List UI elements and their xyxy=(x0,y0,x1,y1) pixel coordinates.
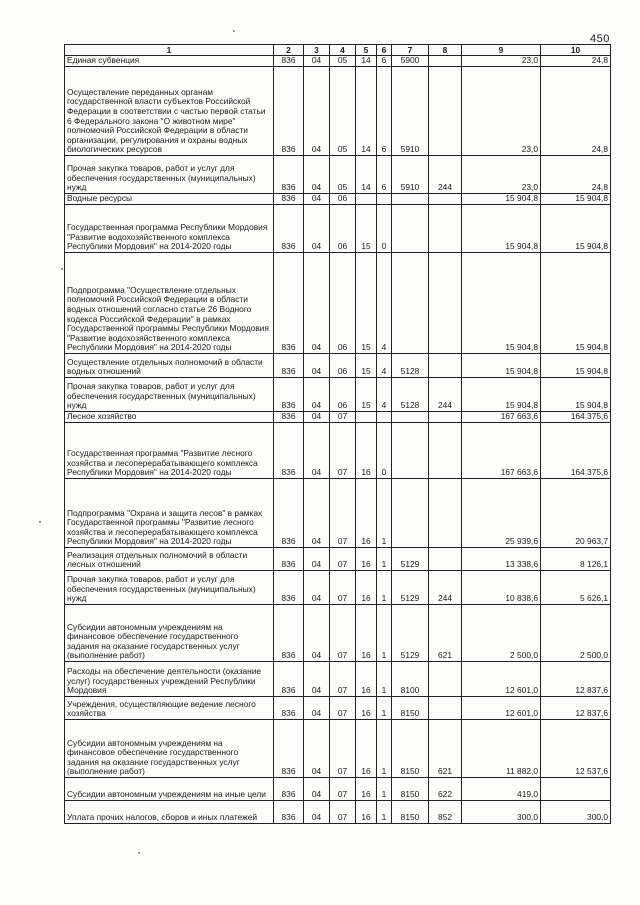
code-cell xyxy=(429,253,462,354)
code-cell: 1 xyxy=(377,778,392,801)
code-cell: 836 xyxy=(274,479,304,548)
amount-cell: 15 904,8 xyxy=(462,253,541,354)
table-row xyxy=(65,801,611,824)
row-name-cell: Субсидии автономным учреждениям на иные цели xyxy=(65,778,274,801)
code-cell: 1 xyxy=(377,662,392,697)
code-cell: 1 xyxy=(377,479,392,548)
column-header: 2 xyxy=(274,45,304,56)
code-cell: 836 xyxy=(274,354,304,378)
code-cell xyxy=(429,662,462,697)
code-cell: 16 xyxy=(356,778,377,801)
code-cell: 1 xyxy=(377,697,392,720)
code-cell xyxy=(392,479,429,548)
code-cell: 04 xyxy=(304,156,330,194)
table-row xyxy=(65,662,611,697)
code-cell: 8150 xyxy=(392,720,429,778)
code-cell: 05 xyxy=(330,67,356,156)
row-name-cell: Водные ресурсы xyxy=(65,194,274,205)
amount-cell: 419,0 xyxy=(462,778,541,801)
column-header: 4 xyxy=(330,45,356,56)
code-cell xyxy=(429,354,462,378)
amount-cell: 2 500,0 xyxy=(541,605,611,662)
code-cell: 621 xyxy=(429,720,462,778)
code-cell: 16 xyxy=(356,720,377,778)
column-header: 8 xyxy=(429,45,462,56)
code-cell: 06 xyxy=(330,194,356,205)
row-name-cell: Лесное хозяйство xyxy=(65,412,274,423)
code-cell: 1 xyxy=(377,720,392,778)
column-header: 6 xyxy=(377,45,392,56)
code-cell: 07 xyxy=(330,778,356,801)
code-cell xyxy=(429,194,462,205)
code-cell: 836 xyxy=(274,801,304,824)
code-cell: 836 xyxy=(274,253,304,354)
code-cell: 05 xyxy=(330,56,356,67)
amount-cell: 300,0 xyxy=(462,801,541,824)
code-cell: 06 xyxy=(330,253,356,354)
code-cell: 07 xyxy=(330,423,356,479)
code-cell xyxy=(429,479,462,548)
code-cell: 836 xyxy=(274,156,304,194)
code-cell: 836 xyxy=(274,571,304,605)
table-row xyxy=(65,194,611,205)
column-header: 9 xyxy=(462,45,541,56)
row-name-cell: Расходы на обеспечение деятельности (оказание услуг) государственных учреждений Республики Мордовия xyxy=(65,662,274,697)
table-row xyxy=(65,253,611,354)
code-cell: 836 xyxy=(274,548,304,571)
code-cell: 14 xyxy=(356,67,377,156)
code-cell: 621 xyxy=(429,605,462,662)
amount-cell: 15 904,8 xyxy=(541,378,611,412)
code-cell: 5129 xyxy=(392,605,429,662)
amount-cell: 15 904,8 xyxy=(541,354,611,378)
code-cell: 836 xyxy=(274,205,304,253)
code-cell: 5129 xyxy=(392,571,429,605)
code-cell: 15 xyxy=(356,205,377,253)
code-cell: 244 xyxy=(429,571,462,605)
code-cell xyxy=(392,194,429,205)
table-row xyxy=(65,605,611,662)
table-row xyxy=(65,205,611,253)
row-name-cell: Прочая закупка товаров, работ и услуг для обеспечения государственных (муниципальных) нужд xyxy=(65,156,274,194)
code-cell: 1 xyxy=(377,605,392,662)
code-cell: 836 xyxy=(274,778,304,801)
code-cell: 07 xyxy=(330,412,356,423)
amount-cell: 23,0 xyxy=(462,67,541,156)
row-name-cell: Уплата прочих налогов, сборов и иных платежей xyxy=(65,801,274,824)
code-cell xyxy=(356,412,377,423)
code-cell: 0 xyxy=(377,205,392,253)
amount-cell: 11 882,0 xyxy=(462,720,541,778)
code-cell: 04 xyxy=(304,354,330,378)
code-cell: 04 xyxy=(304,801,330,824)
code-cell xyxy=(356,194,377,205)
amount-cell: 300,0 xyxy=(541,801,611,824)
amount-cell: 12 837,6 xyxy=(541,697,611,720)
code-cell: 04 xyxy=(304,378,330,412)
code-cell: 14 xyxy=(356,156,377,194)
code-cell: 836 xyxy=(274,720,304,778)
code-cell: 6 xyxy=(377,67,392,156)
code-cell xyxy=(429,56,462,67)
code-cell: 04 xyxy=(304,778,330,801)
code-cell: 06 xyxy=(330,354,356,378)
code-cell: 05 xyxy=(330,156,356,194)
row-name-cell: Подпрограмма "Осуществление отдельных полномочий Российской Федерации в области водных отношений согласно статье 26 Водного кодекса Российской Федерации" в рамках Государственной программы Республики Мордовия "Развитие водохозяйственного комплекса Республики Мордовия" на 2014-2020 годы xyxy=(65,253,274,354)
code-cell: 04 xyxy=(304,720,330,778)
code-cell: 4 xyxy=(377,378,392,412)
code-cell: 14 xyxy=(356,56,377,67)
table-row xyxy=(65,697,611,720)
code-cell xyxy=(429,67,462,156)
code-cell: 836 xyxy=(274,67,304,156)
code-cell: 0 xyxy=(377,423,392,479)
code-cell: 15 xyxy=(356,378,377,412)
code-cell xyxy=(429,205,462,253)
code-cell: 16 xyxy=(356,423,377,479)
amount-cell: 15 904,8 xyxy=(541,194,611,205)
amount-cell: 15 904,8 xyxy=(462,354,541,378)
code-cell: 04 xyxy=(304,205,330,253)
code-cell: 5910 xyxy=(392,156,429,194)
code-cell: 04 xyxy=(304,67,330,156)
code-cell: 16 xyxy=(356,571,377,605)
code-cell xyxy=(392,205,429,253)
code-cell: 836 xyxy=(274,412,304,423)
amount-cell: 12 837,6 xyxy=(541,662,611,697)
code-cell: 6 xyxy=(377,156,392,194)
code-cell xyxy=(377,412,392,423)
row-name-cell: Осуществление отдельных полномочий в области водных отношений xyxy=(65,354,274,378)
code-cell: 04 xyxy=(304,56,330,67)
amount-cell: 8 126,1 xyxy=(541,548,611,571)
table-row xyxy=(65,56,611,67)
column-header: 5 xyxy=(356,45,377,56)
code-cell: 04 xyxy=(304,548,330,571)
code-cell: 622 xyxy=(429,778,462,801)
code-cell: 1 xyxy=(377,571,392,605)
table-row xyxy=(65,423,611,479)
code-cell xyxy=(429,548,462,571)
amount-cell: 15 904,8 xyxy=(462,205,541,253)
code-cell: 04 xyxy=(304,412,330,423)
amount-cell: 167 663,6 xyxy=(462,423,541,479)
amount-cell: 23,0 xyxy=(462,56,541,67)
code-cell: 852 xyxy=(429,801,462,824)
code-cell: 836 xyxy=(274,423,304,479)
scan-speck xyxy=(233,30,235,32)
code-cell: 07 xyxy=(330,720,356,778)
table-row xyxy=(65,571,611,605)
amount-cell: 12 601,0 xyxy=(462,662,541,697)
code-cell: 07 xyxy=(330,605,356,662)
code-cell: 4 xyxy=(377,354,392,378)
code-cell: 04 xyxy=(304,194,330,205)
code-cell: 07 xyxy=(330,697,356,720)
code-cell xyxy=(392,412,429,423)
code-cell: 836 xyxy=(274,697,304,720)
code-cell: 07 xyxy=(330,548,356,571)
table-header-row xyxy=(65,45,611,56)
code-cell xyxy=(392,253,429,354)
code-cell: 836 xyxy=(274,662,304,697)
amount-cell: 15 904,8 xyxy=(541,205,611,253)
amount-cell: 15 904,8 xyxy=(462,378,541,412)
code-cell: 04 xyxy=(304,662,330,697)
code-cell: 07 xyxy=(330,801,356,824)
amount-cell: 164 375,6 xyxy=(541,423,611,479)
table-row xyxy=(65,778,611,801)
code-cell: 1 xyxy=(377,801,392,824)
amount-cell: 12 601,0 xyxy=(462,697,541,720)
scan-speck xyxy=(61,268,63,270)
code-cell: 836 xyxy=(274,56,304,67)
code-cell: 8150 xyxy=(392,778,429,801)
code-cell: 5129 xyxy=(392,548,429,571)
code-cell: 836 xyxy=(274,605,304,662)
row-name-cell: Прочая закупка товаров, работ и услуг для обеспечения государственных (муниципальных) нужд xyxy=(65,571,274,605)
amount-cell: 23,0 xyxy=(462,156,541,194)
amount-cell: 5 626,1 xyxy=(541,571,611,605)
row-name-cell: Единая субвенция xyxy=(65,56,274,67)
table-row xyxy=(65,548,611,571)
code-cell: 8150 xyxy=(392,801,429,824)
code-cell: 04 xyxy=(304,605,330,662)
code-cell: 16 xyxy=(356,697,377,720)
amount-cell: 10 838,6 xyxy=(462,571,541,605)
code-cell: 16 xyxy=(356,662,377,697)
code-cell: 07 xyxy=(330,662,356,697)
code-cell: 15 xyxy=(356,253,377,354)
code-cell: 06 xyxy=(330,378,356,412)
scan-speck xyxy=(39,521,41,523)
amount-cell: 12 537,6 xyxy=(541,720,611,778)
code-cell: 5128 xyxy=(392,378,429,412)
code-cell: 5900 xyxy=(392,56,429,67)
amount-cell: 2 500,0 xyxy=(462,605,541,662)
code-cell: 07 xyxy=(330,571,356,605)
table-row xyxy=(65,67,611,156)
code-cell: 06 xyxy=(330,205,356,253)
amount-cell: 15 904,8 xyxy=(541,253,611,354)
table-row xyxy=(65,354,611,378)
row-name-cell: Осуществление переданных органам государственной власти субъектов Российской Федерации в соответствии с частью первой статьи 6 Федерального закона "О животном мире" полномочий Российской Федерации в области организации, регулирования и охраны водных биологических ресурсов xyxy=(65,67,274,156)
column-header: 10 xyxy=(541,45,611,56)
table-row xyxy=(65,479,611,548)
row-name-cell: Государственная программа "Развитие лесного хозяйства и лесоперерабатывающего комплекса Республики Мордовия" на 2014-2020 годы xyxy=(65,423,274,479)
row-name-cell: Прочая закупка товаров, работ и услуг для обеспечения государственных (муниципальных) нужд xyxy=(65,378,274,412)
code-cell: 8100 xyxy=(392,662,429,697)
amount-cell: 24,8 xyxy=(541,67,611,156)
amount-cell: 24,8 xyxy=(541,156,611,194)
code-cell: 15 xyxy=(356,354,377,378)
code-cell xyxy=(377,194,392,205)
page-number: 450 xyxy=(590,33,610,45)
code-cell: 244 xyxy=(429,378,462,412)
table-row xyxy=(65,720,611,778)
column-header: 3 xyxy=(304,45,330,56)
code-cell: 04 xyxy=(304,423,330,479)
amount-cell: 164 375,6 xyxy=(541,412,611,423)
amount-cell: 13 338,6 xyxy=(462,548,541,571)
code-cell xyxy=(429,697,462,720)
code-cell: 07 xyxy=(330,479,356,548)
column-header: 1 xyxy=(65,45,274,56)
code-cell xyxy=(429,423,462,479)
code-cell: 244 xyxy=(429,156,462,194)
code-cell xyxy=(392,423,429,479)
code-cell: 04 xyxy=(304,253,330,354)
table-row xyxy=(65,378,611,412)
code-cell: 04 xyxy=(304,479,330,548)
row-name-cell: Субсидии автономным учреждениям на финансовое обеспечение государственного задания на оказание государственных услуг (выполнение работ) xyxy=(65,605,274,662)
code-cell: 16 xyxy=(356,548,377,571)
code-cell: 8150 xyxy=(392,697,429,720)
code-cell xyxy=(429,412,462,423)
table-row xyxy=(65,156,611,194)
code-cell: 16 xyxy=(356,801,377,824)
column-header: 7 xyxy=(392,45,429,56)
code-cell: 5910 xyxy=(392,67,429,156)
amount-cell: 15 904,8 xyxy=(462,194,541,205)
amount-cell xyxy=(541,778,611,801)
code-cell: 04 xyxy=(304,571,330,605)
code-cell: 5128 xyxy=(392,354,429,378)
scan-speck xyxy=(138,852,140,854)
amount-cell: 20 963,7 xyxy=(541,479,611,548)
row-name-cell: Реализация отдельных полномочий в области лесных отношений xyxy=(65,548,274,571)
table-row xyxy=(65,412,611,423)
row-name-cell: Учреждения, осуществляющие ведение лесного хозяйства xyxy=(65,697,274,720)
amount-cell: 24,8 xyxy=(541,56,611,67)
row-name-cell: Государственная программа Республики Мордовия "Развитие водохозяйственного комплекса Республики Мордовия" на 2014-2020 годы xyxy=(65,205,274,253)
code-cell: 836 xyxy=(274,194,304,205)
code-cell: 836 xyxy=(274,378,304,412)
code-cell: 16 xyxy=(356,605,377,662)
code-cell: 1 xyxy=(377,548,392,571)
row-name-cell: Субсидии автономным учреждениям на финансовое обеспечение государственного задания на оказание государственных услуг (выполнение работ) xyxy=(65,720,274,778)
code-cell: 4 xyxy=(377,253,392,354)
code-cell: 16 xyxy=(356,479,377,548)
amount-cell: 167 663,6 xyxy=(462,412,541,423)
code-cell: 04 xyxy=(304,697,330,720)
amount-cell: 25 939,6 xyxy=(462,479,541,548)
row-name-cell: Подпрограмма "Охрана и защита лесов" в рамках Государственной программы "Развитие лесного хозяйства и лесоперерабатывающего комплекса Республики Мордовия" на 2014-2020 годы xyxy=(65,479,274,548)
budget-table xyxy=(64,44,611,824)
code-cell: 6 xyxy=(377,56,392,67)
